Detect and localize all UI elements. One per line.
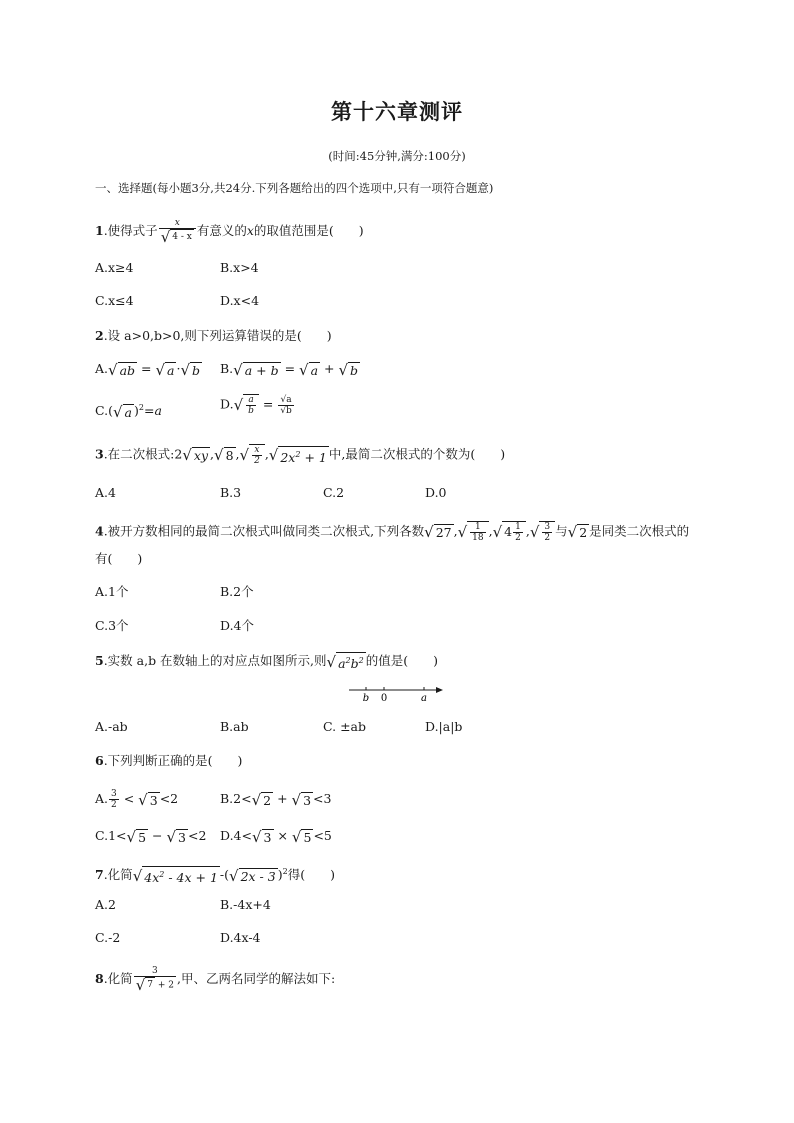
option-d: D.x<4	[220, 293, 260, 308]
option-b: B.3	[220, 485, 242, 500]
option-d: D.0	[425, 485, 447, 500]
option-d: D.|a|b	[425, 719, 463, 734]
option-d: D.4个	[220, 618, 255, 633]
option-b: B.√ a + b = √ a + √ b	[220, 360, 359, 379]
option-c: C.3个	[95, 618, 129, 633]
question-4-line2: 有( )	[95, 551, 143, 566]
option-b: B.x>4	[220, 260, 259, 275]
question-2: 2.设 a>0,b>0,则下列运算错误的是( )	[95, 328, 332, 343]
question-7: 7.化简√ $4x^2 - 4x + 1$ -(√ 2x - 3 )$^2$得( )	[95, 866, 335, 886]
axis-arrow	[436, 687, 443, 693]
page-title: 第十六章测评	[331, 100, 463, 124]
option-a: A.1个	[95, 584, 129, 599]
question-4: 4.被开方数相同的最简二次根式叫做同类二次根式,下列各数√ 27 ,√ $\frac{1}{18}$ ,√ 4 $\frac{1}{2}$ ,√ $\frac{3}{2}$ 与√ 2 是同类二次根式的	[95, 522, 690, 543]
option-a: A. $\frac{3}{2}$ < √ 3 <2	[95, 789, 179, 810]
label-a: a	[421, 693, 427, 704]
option-c: C.1<√ 5 − √ 3 <2	[95, 827, 207, 846]
option-d: D.4<√ 3 × √ 5 <5	[220, 827, 332, 846]
option-a: A.4	[95, 485, 116, 500]
option-a: A.√ ab = √ a ·√ b	[95, 360, 201, 379]
option-c: C.2	[323, 485, 345, 500]
option-a: A.-ab	[95, 719, 128, 734]
question-5: 5.实数 a,b 在数轴上的对应点如图所示,则√ $a^2b^2$ 的值是( )	[95, 652, 439, 672]
option-d: D.4x-4	[220, 930, 261, 945]
question-8: 8.化简 $\frac{3}{√ 7 + 2}$ ,甲、乙两名同学的解法如下:	[95, 966, 336, 994]
option-c: C.(√ a )$^2$=a	[95, 402, 162, 421]
option-c: C.x≤4	[95, 293, 134, 308]
option-b: B.2<√ 2 + √ 3 <3	[220, 790, 332, 809]
question-3: 3.在二次根式:2√ xy ,√ 8 ,√ $\frac{x}{2}$ ,√ $2x^2 + 1$ 中,最简二次根式的个数为( )	[95, 445, 506, 466]
question-number: 1	[95, 223, 104, 238]
section-heading: 一、选择题(每小题3分,共24分.下列各题给出的四个选项中,只有一项符合题意)	[95, 181, 494, 195]
option-d: D.√ $\frac{a}{b}$ = $\frac{√a}{√b}$	[220, 394, 292, 416]
option-a: A.2	[95, 897, 116, 912]
label-0: 0	[380, 693, 388, 704]
number-line-figure	[345, 680, 445, 704]
label-b: b	[362, 693, 370, 704]
option-c: C.-2	[95, 930, 121, 945]
option-b: B.2个	[220, 584, 254, 599]
fraction: $\frac{x}{√ 4 - x}$	[159, 218, 196, 245]
question-1: 1.使得式子 $\frac{x}{√ 4 - x}$ 有意义的x的取值范围是( )	[95, 218, 364, 246]
option-b: B.ab	[220, 719, 249, 734]
option-b: B.-4x+4	[220, 897, 271, 912]
option-c: C. ±ab	[323, 719, 366, 734]
exam-info: (时间:45分钟,满分:100分)	[328, 149, 466, 163]
question-6: 6.下列判断正确的是( )	[95, 753, 243, 768]
option-a: A.x≥4	[95, 260, 134, 275]
